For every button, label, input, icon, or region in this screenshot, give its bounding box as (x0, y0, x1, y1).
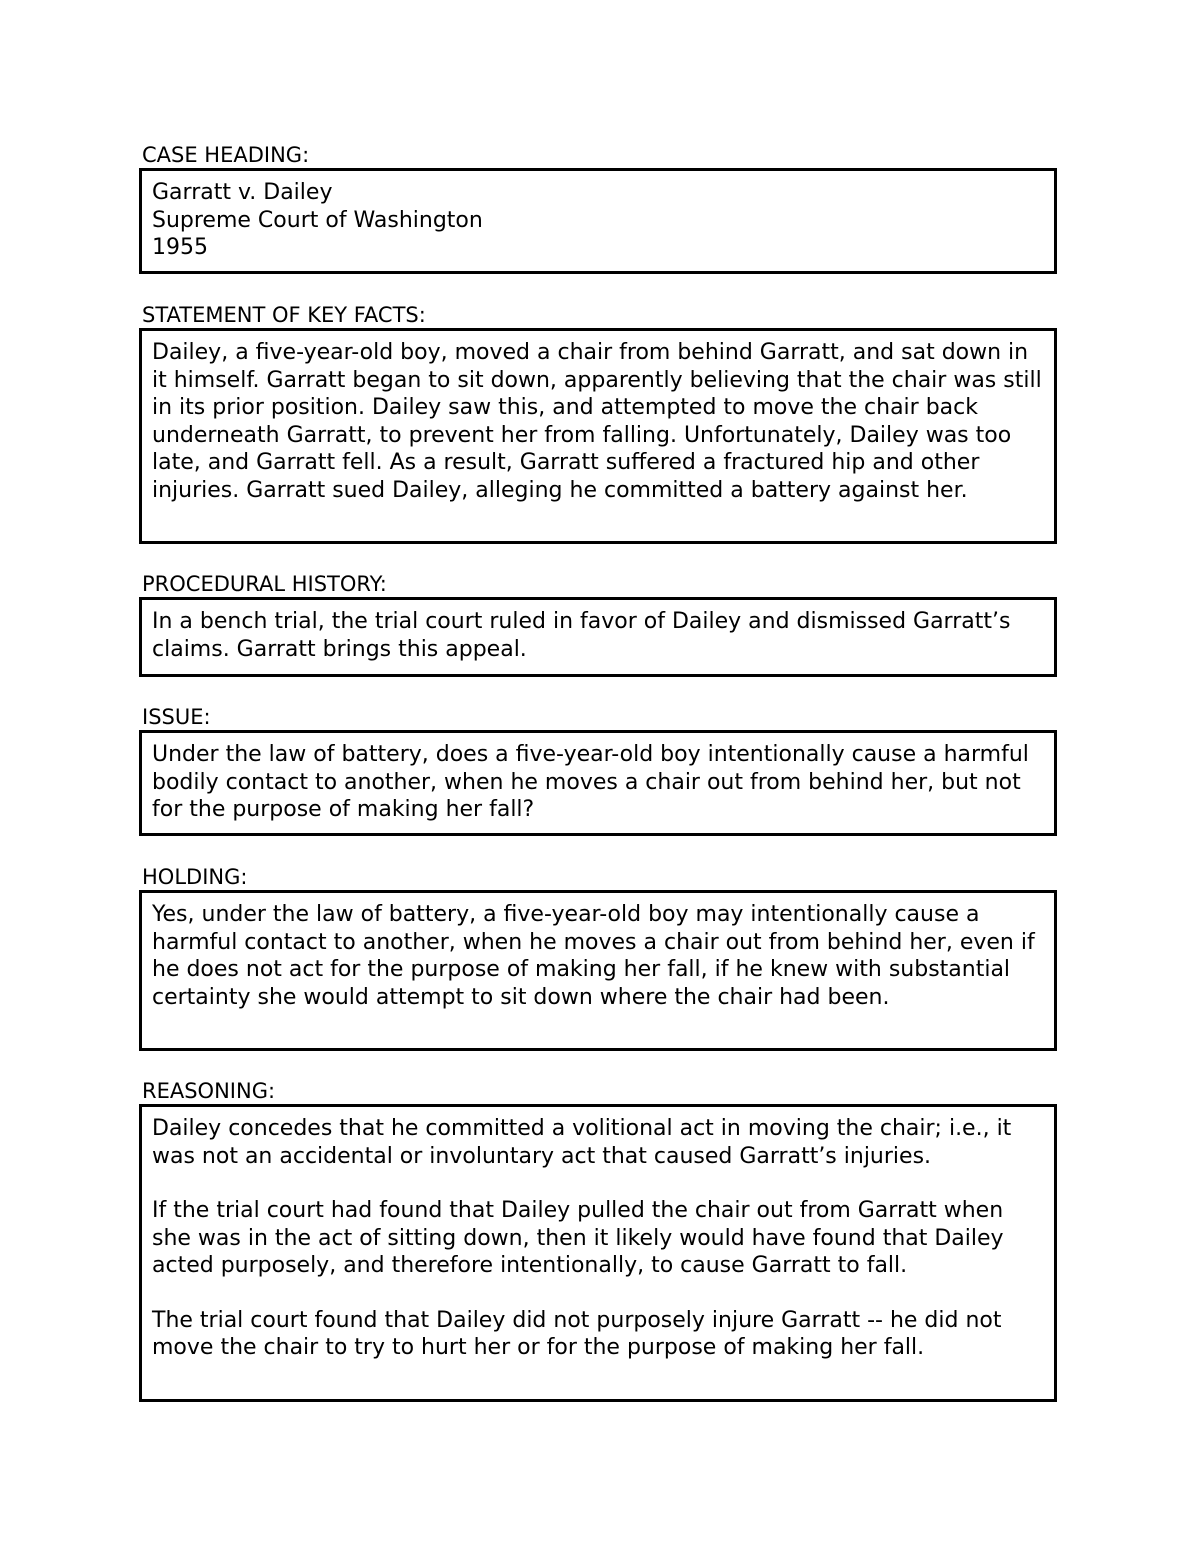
key-facts-text: Dailey, a five-year-old boy, moved a chair from behind Garratt, and sat down in it himself. Garratt began to sit down, apparently believing that the chair was still in its prior position. Dailey saw this, and attempted to move the chair back underneath Garratt, to prevent her from falling. Unfortunately, Dailey was too late, and Garratt fell. As a result, Garratt suffered a fractured hip and other injuries. Garratt sued Dailey, alleging he committed a battery against her. (152, 340, 1042, 503)
issue-label: ISSUE: (142, 705, 211, 729)
key-facts-label: STATEMENT OF KEY FACTS: (142, 303, 426, 327)
procedural-history-label: PROCEDURAL HISTORY: (142, 572, 387, 596)
reasoning-paragraph: Dailey concedes that he committed a volitional act in moving the chair; i.e., it was not an accidental or involuntary act that caused Garratt’s injuries. (152, 1116, 1012, 1169)
procedural-history-box (139, 597, 1057, 677)
case-heading-label: CASE HEADING: (142, 143, 310, 167)
reasoning-paragraph: The trial court found that Dailey did not purposely injure Garratt -- he did not move the chair to try to hurt her or for the purpose of making her fall. (152, 1307, 1002, 1360)
holding-text: Yes, under the law of battery, a five-year-old boy may intentionally cause a harmful contact to another, when he moves a chair out from behind her, even if he does not act for the purpose of making her fall, if he knew with substantial certainty she would attempt to sit down where the chair had been. (152, 902, 1035, 1010)
reasoning-paragraph: If the trial court had found that Dailey pulled the chair out from Garratt when she was in the act of sitting down, then it likely would have found that Dailey acted purposely, and therefore intentionally, to cause Garratt to fall. (152, 1198, 1004, 1278)
holding-label: HOLDING: (142, 865, 248, 889)
reasoning-box (139, 1104, 1057, 1402)
court-name: Supreme Court of Washington (152, 207, 483, 233)
holding-box (139, 890, 1057, 1051)
reasoning-label: REASONING: (142, 1079, 276, 1103)
case-heading-box (139, 168, 1057, 274)
case-year: 1955 (152, 235, 208, 260)
key-facts-box (139, 328, 1057, 544)
case-name: Garratt v. Dailey (152, 180, 333, 205)
procedural-history-text: In a bench trial, the trial court ruled in favor of Dailey and dismissed Garratt’s claims. Garratt brings this appeal. (152, 609, 1011, 662)
issue-box (139, 730, 1057, 836)
issue-text: Under the law of battery, does a five-year-old boy intentionally cause a harmful bodily contact to another, when he moves a chair out from behind her, but not for the purpose of making her fall? (152, 742, 1029, 822)
